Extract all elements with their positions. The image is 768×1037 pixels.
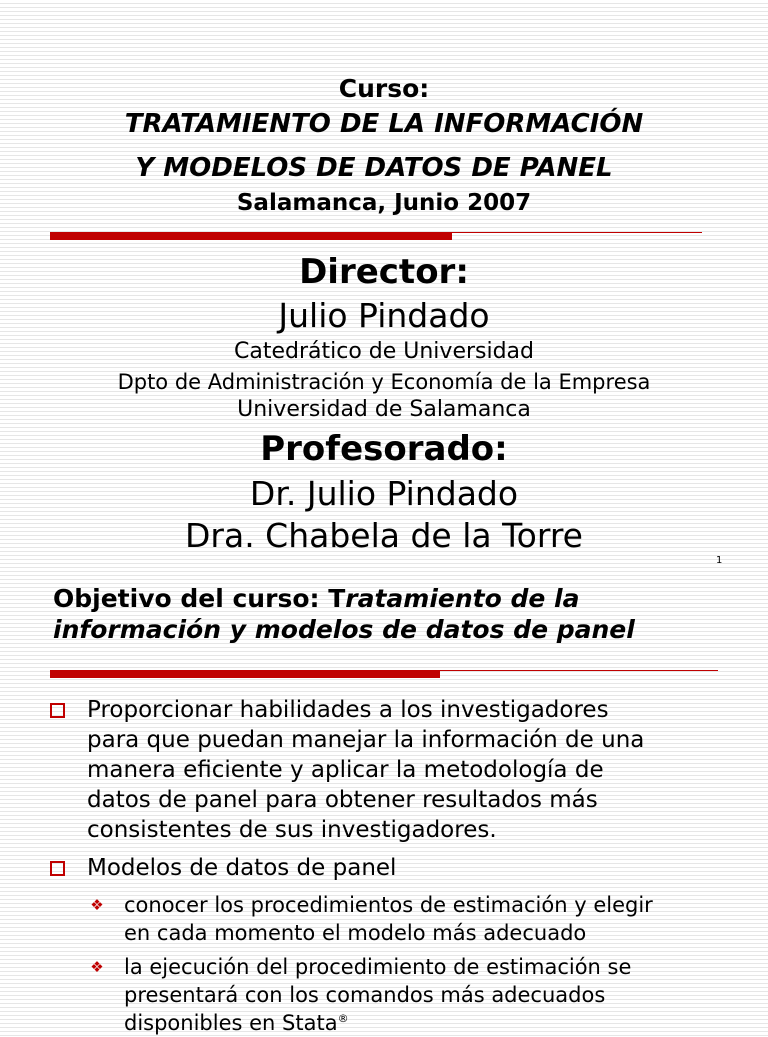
location-date: Salamanca, Junio 2007 <box>236 190 532 216</box>
faculty-heading: Profesorado: <box>260 429 508 469</box>
bullet-line: consistentes de sus investigadores. <box>87 817 497 843</box>
sub-bullet-item <box>124 953 744 1037</box>
bullet-line: datos de panel para obtener resultados más <box>87 787 598 813</box>
sub-bullet-item <box>124 891 744 947</box>
slide-divider-thick <box>50 670 440 678</box>
director-name: Julio Pindado <box>278 296 490 335</box>
course-title-line-1: TRATAMIENTO DE LA INFORMACIÓN <box>124 109 644 139</box>
sub-bullet-line: en cada momento el modelo más adecuado <box>124 921 587 945</box>
faculty-member: Dra. Chabela de la Torre <box>185 516 583 555</box>
bullet-line: para que puedan manejar la información de una <box>87 727 645 753</box>
director-department: Dpto de Administración y Economía de la Empresa <box>117 370 651 394</box>
bullet-line: Proporcionar habilidades a los investigadores <box>87 697 609 723</box>
title-divider-thick <box>50 232 452 240</box>
sub-bullet-line: la ejecución del procedimiento de estimación se <box>124 955 632 979</box>
director-position: Catedrático de Universidad <box>233 339 535 364</box>
page-number: 1 <box>716 555 723 566</box>
diamond-cluster-icon: ❖ <box>90 896 104 914</box>
bullet-line: Modelos de datos de panel <box>87 855 397 881</box>
slide-title-prefix: Objetivo del curso: T <box>53 584 346 613</box>
diamond-cluster-icon: ❖ <box>90 958 104 976</box>
bullet-line: manera eficiente y aplicar la metodología de <box>87 757 604 783</box>
slide-title-italic-1: ratamiento de la <box>345 584 580 613</box>
bullet-item <box>87 853 747 883</box>
hollow-square-icon <box>50 861 65 876</box>
hollow-square-icon <box>50 703 65 718</box>
sub-bullet-line: conocer los procedimientos de estimación y elegir <box>124 893 653 917</box>
sub-bullet-line-text: disponibles en Stata <box>124 1011 338 1035</box>
director-university: Universidad de Salamanca <box>237 397 531 422</box>
bullet-item <box>87 695 747 845</box>
sub-bullet-line: presentará con los comandos más adecuados <box>124 983 606 1007</box>
faculty-member: Dr. Julio Pindado <box>249 474 519 513</box>
trademark-symbol: ® <box>337 1012 349 1025</box>
sub-bullet-line <box>124 1009 744 1037</box>
slide-title-italic-2: información y modelos de datos de panel <box>53 615 635 644</box>
course-label: Curso: <box>338 74 430 103</box>
course-title-line-2: Y MODELOS DE DATOS DE PANEL <box>135 153 613 183</box>
director-heading: Director: <box>299 252 469 292</box>
slide-title <box>53 583 743 645</box>
